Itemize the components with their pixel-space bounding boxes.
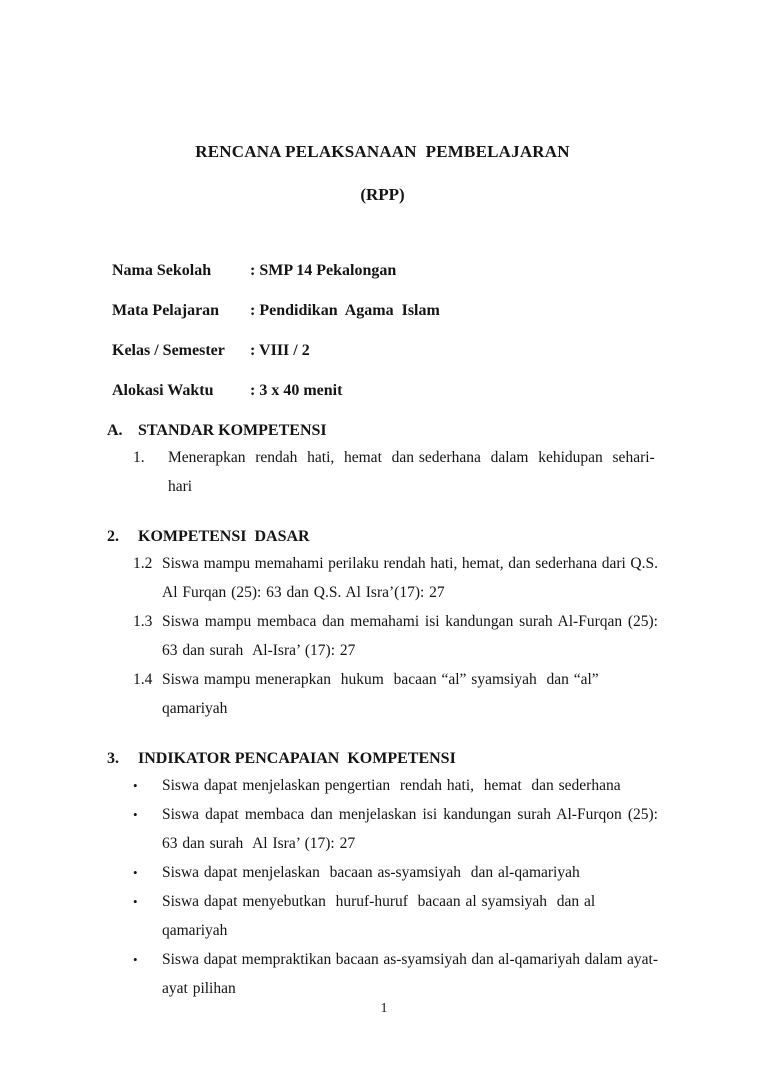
- item-line: Siswa dapat menjelaskan pengertian rendah hati, hemat dan sederhana: [162, 777, 621, 794]
- item-line: 63 dan surah Al Isra’ (17): 27: [162, 835, 356, 852]
- item-text: [162, 771, 658, 800]
- section-marker: A.: [107, 422, 123, 439]
- item-line: ayat pilihan: [162, 980, 236, 997]
- item-line: Siswa mampu membaca dan memahami isi kandungan surah Al-Furqan (25):: [162, 613, 658, 630]
- metadata-row: [112, 381, 658, 400]
- section: [107, 421, 658, 501]
- item-line: Al Furqan (25): 63 dan Q.S. Al Isra’(17): 27: [162, 584, 445, 601]
- item-text: [162, 607, 658, 665]
- section-title: STANDAR KOMPETENSI: [138, 422, 327, 439]
- document-subtitle: (RPP): [360, 185, 405, 204]
- item-text: [168, 443, 658, 501]
- item-line: Menerapkan rendah hati, hemat dan sederhana dalam kehidupan sehari-hari: [168, 449, 655, 495]
- document-body: [107, 0, 658, 1003]
- item-text: [162, 549, 658, 607]
- metadata-value: : 3 x 40 menit: [250, 382, 343, 399]
- item-text: [162, 858, 658, 887]
- list-item: [107, 858, 658, 887]
- metadata-row: [112, 341, 658, 360]
- item-marker: 1.4: [133, 671, 153, 688]
- item-marker: 1.3: [133, 613, 153, 630]
- list-item: [107, 887, 658, 945]
- metadata-value: : SMP 14 Pekalongan: [250, 262, 397, 279]
- metadata-label: Mata Pelajaran: [112, 302, 220, 319]
- section-heading: [107, 421, 658, 440]
- list-item: [107, 443, 658, 501]
- metadata-label: Nama Sekolah: [112, 262, 212, 279]
- section: [107, 749, 658, 1003]
- section-marker: 3.: [107, 750, 119, 767]
- section-title: INDIKATOR PENCAPAIAN KOMPETENSI: [138, 750, 456, 767]
- item-line: Siswa mampu menerapkan hukum bacaan “al” syamsiyah dan “al” qamariyah: [162, 671, 604, 717]
- list-item: [107, 945, 658, 1003]
- metadata-label: Kelas / Semester: [112, 342, 225, 359]
- document-title: RENCANA PELAKSANAAN PEMBELAJARAN: [195, 142, 570, 161]
- item-line: Siswa dapat membaca dan menjelaskan isi kandungan surah Al-Furqon (25):: [162, 806, 658, 823]
- metadata-row: [112, 261, 658, 280]
- section: [107, 527, 658, 723]
- metadata-value: : VIII / 2: [250, 342, 310, 359]
- sections: [107, 421, 658, 1003]
- bullet-icon: •: [133, 807, 138, 822]
- bullet-icon: •: [133, 778, 138, 793]
- list-item: [107, 800, 658, 858]
- item-text: [162, 665, 658, 723]
- item-text: [162, 887, 658, 945]
- item-marker: 1.: [133, 449, 145, 466]
- item-line: Siswa dapat menjelaskan bacaan as-syamsiyah dan al-qamariyah: [162, 864, 580, 881]
- item-text: [162, 945, 658, 1003]
- item-text: [162, 800, 658, 858]
- section-marker: 2.: [107, 528, 119, 545]
- section-items: [107, 443, 658, 501]
- section-items: [107, 771, 658, 1003]
- metadata-row: [112, 301, 658, 320]
- item-line: Siswa dapat menyebutkan huruf-huruf bacaan al syamsiyah dan al qamariyah: [162, 893, 601, 939]
- list-item: [107, 665, 658, 723]
- section-heading: [107, 527, 658, 546]
- item-line: 63 dan surah Al-Isra’ (17): 27: [162, 642, 356, 659]
- metadata-label: Alokasi Waktu: [112, 382, 214, 399]
- section-title: KOMPETENSI DASAR: [138, 528, 310, 545]
- section-items: [107, 549, 658, 723]
- list-item: [107, 771, 658, 800]
- bullet-icon: •: [133, 952, 138, 967]
- list-item: [107, 607, 658, 665]
- list-item: [107, 549, 658, 607]
- bullet-icon: •: [133, 894, 138, 909]
- item-line: Siswa dapat mempraktikan bacaan as-syamsiyah dan al-qamariyah dalam ayat-: [162, 951, 658, 968]
- metadata-value: : Pendidikan Agama Islam: [250, 302, 440, 319]
- section-heading: [107, 749, 658, 768]
- item-marker: 1.2: [133, 555, 153, 572]
- item-line: Siswa mampu memahami perilaku rendah hati, hemat, dan sederhana dari Q.S.: [162, 555, 658, 572]
- metadata-block: [107, 261, 658, 400]
- bullet-icon: •: [133, 865, 138, 880]
- page-number: 1: [380, 1001, 388, 1016]
